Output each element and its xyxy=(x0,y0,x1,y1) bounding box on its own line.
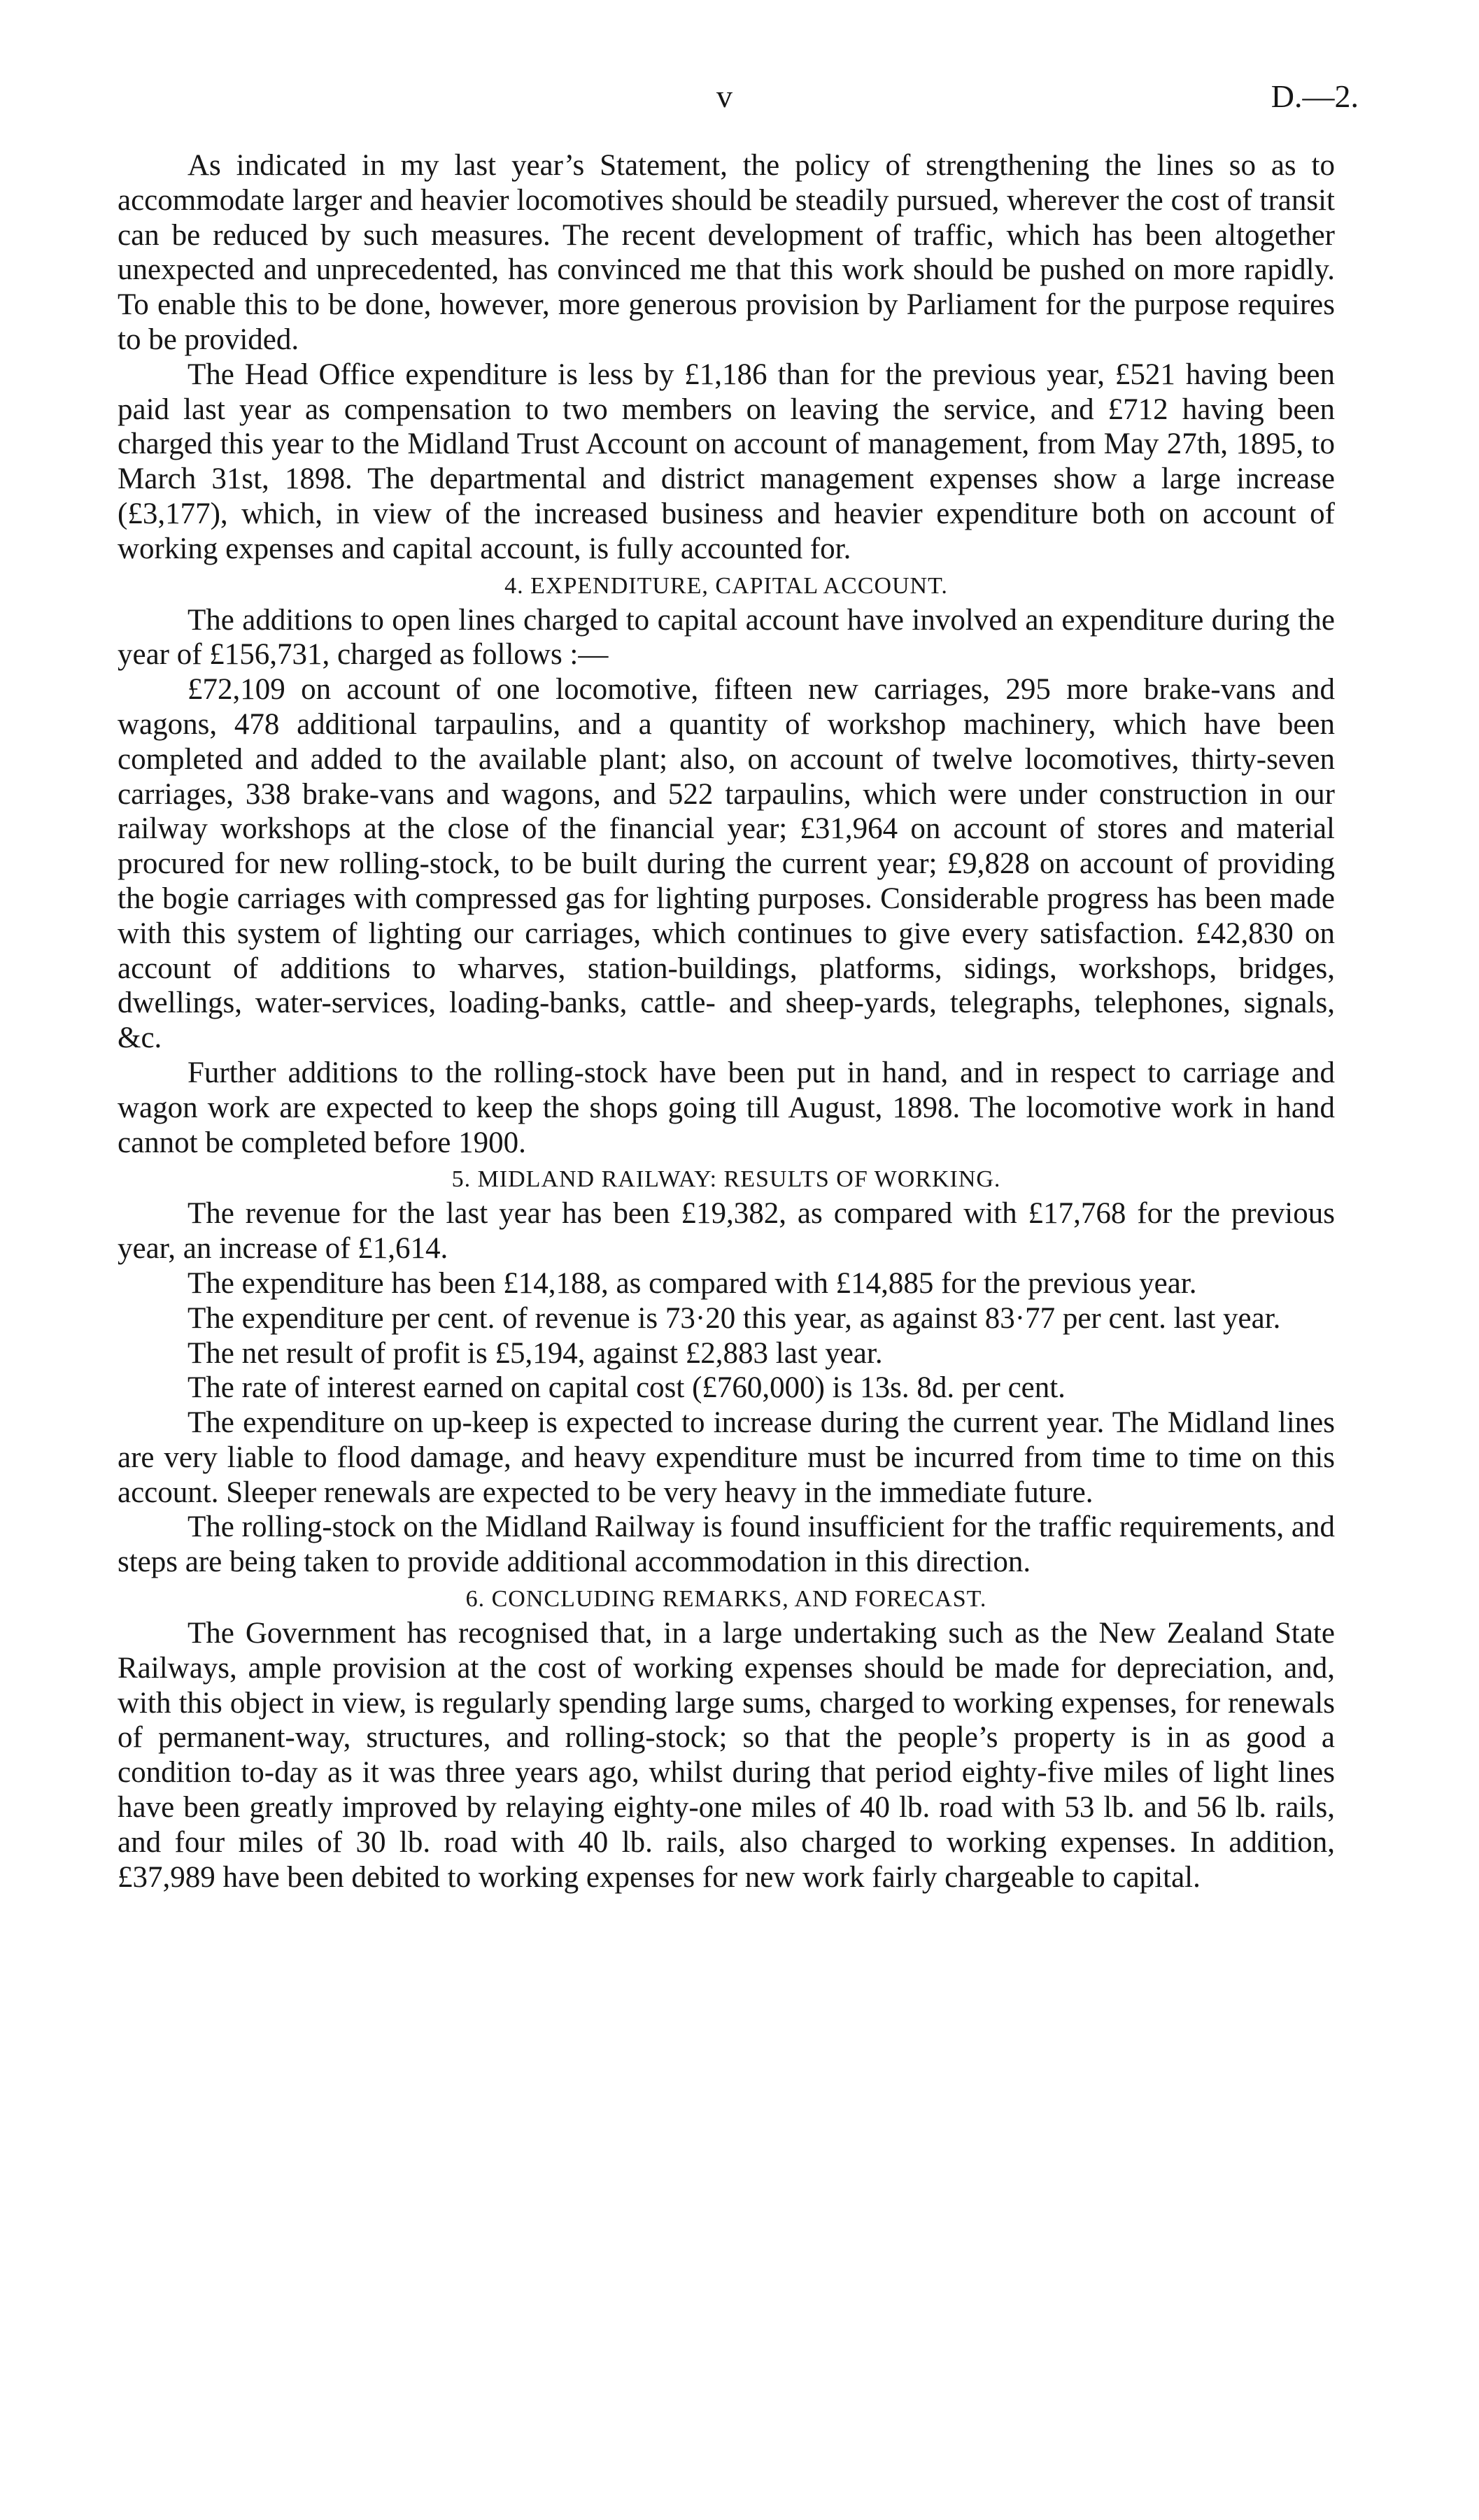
document-body xyxy=(118,148,1335,1895)
paragraph: The expenditure has been £14,188, as compared with £14,885 for the previous year. xyxy=(187,1266,1197,1300)
paragraph: The revenue for the last year has been £19,382, as compared with £17,768 for the previous year, an increase of £1,614. xyxy=(118,1197,1335,1266)
page-header xyxy=(0,76,1479,118)
paragraph: The rolling-stock on the Midland Railway is found insufficient for the traffic requirements, and steps are being taken to provide additional accommodation in this direction. xyxy=(118,1510,1335,1579)
paragraph: The net result of profit is £5,194, against £2,883 last year. xyxy=(187,1336,883,1370)
paragraph: The Government has recognised that, in a large undertaking such as the New Zealand State Railways, ample provision at the cost of working expenses should be made for depreciation, and, with this object in view, is regularly spending large sums, charged to working expenses, for renewals of permanent-way, structures, and rolling-stock; so that the people’s property is in as good a condition to-day as it was three years ago, whilst during that period eighty-five miles of light lines have been greatly improved by relaying eighty-one miles of 40 lb. road with 53 lb. and 56 lb. rails, and four miles of 30 lb. road with 40 lb. rails, also charged to working expenses. In addition, £37,989 have been debited to working expenses for new work fairly chargeable to capital. xyxy=(118,1617,1335,1894)
section-heading: 4. EXPENDITURE, CAPITAL ACCOUNT. xyxy=(504,572,948,599)
paragraph: £72,109 on account of one locomotive, fifteen new carriages, 295 more brake-vans and wagons, 478 additional tarpaulins, and a quantity of workshop machinery, which have been completed and added to the available plant; also, on account of twelve locomotives, thirty-seven carriages, 338 brake-vans and wagons, and 522 tarpaulins, which were under construction in our railway workshops at the close of the financial year; £31,964 on account of stores and material procured for new rolling-stock, to be built during the current year; £9,828 on account of providing the bogie carriages with compressed gas for lighting purposes. Considerable progress has been made with this system of lighting our carriages, which continues to give every satisfaction. £42,830 on account of additions to wharves, station-buildings, platforms, sidings, workshops, bridges, dwellings, water-services, loading-banks, cattle- and sheep-yards, telegraphs, telephones, signals, &c. xyxy=(118,673,1335,1055)
paragraph: The Head Office expenditure is less by £1,186 than for the previous year, £521 having been paid last year as compensation to two members on leaving the service, and £712 having been charged this year to the Midland Trust Account on account of management, from May 27th, 1895, to March 31st, 1898. The departmental and district management expenses show a large increase (£3,177), which, in view of the increased business and heavier expenditure both on account of working expenses and capital account, is fully accounted for. xyxy=(118,358,1335,565)
section-heading: 5. MIDLAND RAILWAY: RESULTS OF WORKING. xyxy=(451,1166,1001,1193)
section-heading: 6. CONCLUDING REMARKS, AND FORECAST. xyxy=(465,1586,987,1613)
paragraph: The expenditure per cent. of revenue is 73·20 this year, as against 83·77 per cent. last year. xyxy=(187,1301,1281,1335)
paragraph: The additions to open lines charged to capital account have involved an expenditure during the year of £156,731, charged as follows :— xyxy=(118,603,1335,672)
paragraph: Further additions to the rolling-stock have been put in hand, and in respect to carriage and wagon work are expected to keep the shops going till August, 1898. The locomotive work in hand cannot be completed before 1900. xyxy=(118,1056,1335,1159)
paragraph: As indicated in my last year’s Statement, the policy of strengthening the lines so as to accommodate larger and heavier locomotives should be steadily pursued, wherever the cost of transit can be reduced by such measures. The recent development of traffic, which has been altogether unexpected and unprecedented, has convinced me that this work should be pushed on more rapidly. To enable this to be done, however, more generous provision by Parliament for the purpose requires to be provided. xyxy=(118,149,1335,356)
paragraph: The expenditure on up-keep is expected to increase during the current year. The Midland lines are very liable to flood damage, and heavy expenditure must be incurred from time to time on this account. Sleeper renewals are expected to be very heavy in the immediate future. xyxy=(118,1406,1335,1509)
page-number: v xyxy=(716,78,733,114)
paragraph: The rate of interest earned on capital cost (£760,000) is 13s. 8d. per cent. xyxy=(187,1371,1066,1405)
document-reference: D.—2. xyxy=(1271,78,1359,114)
